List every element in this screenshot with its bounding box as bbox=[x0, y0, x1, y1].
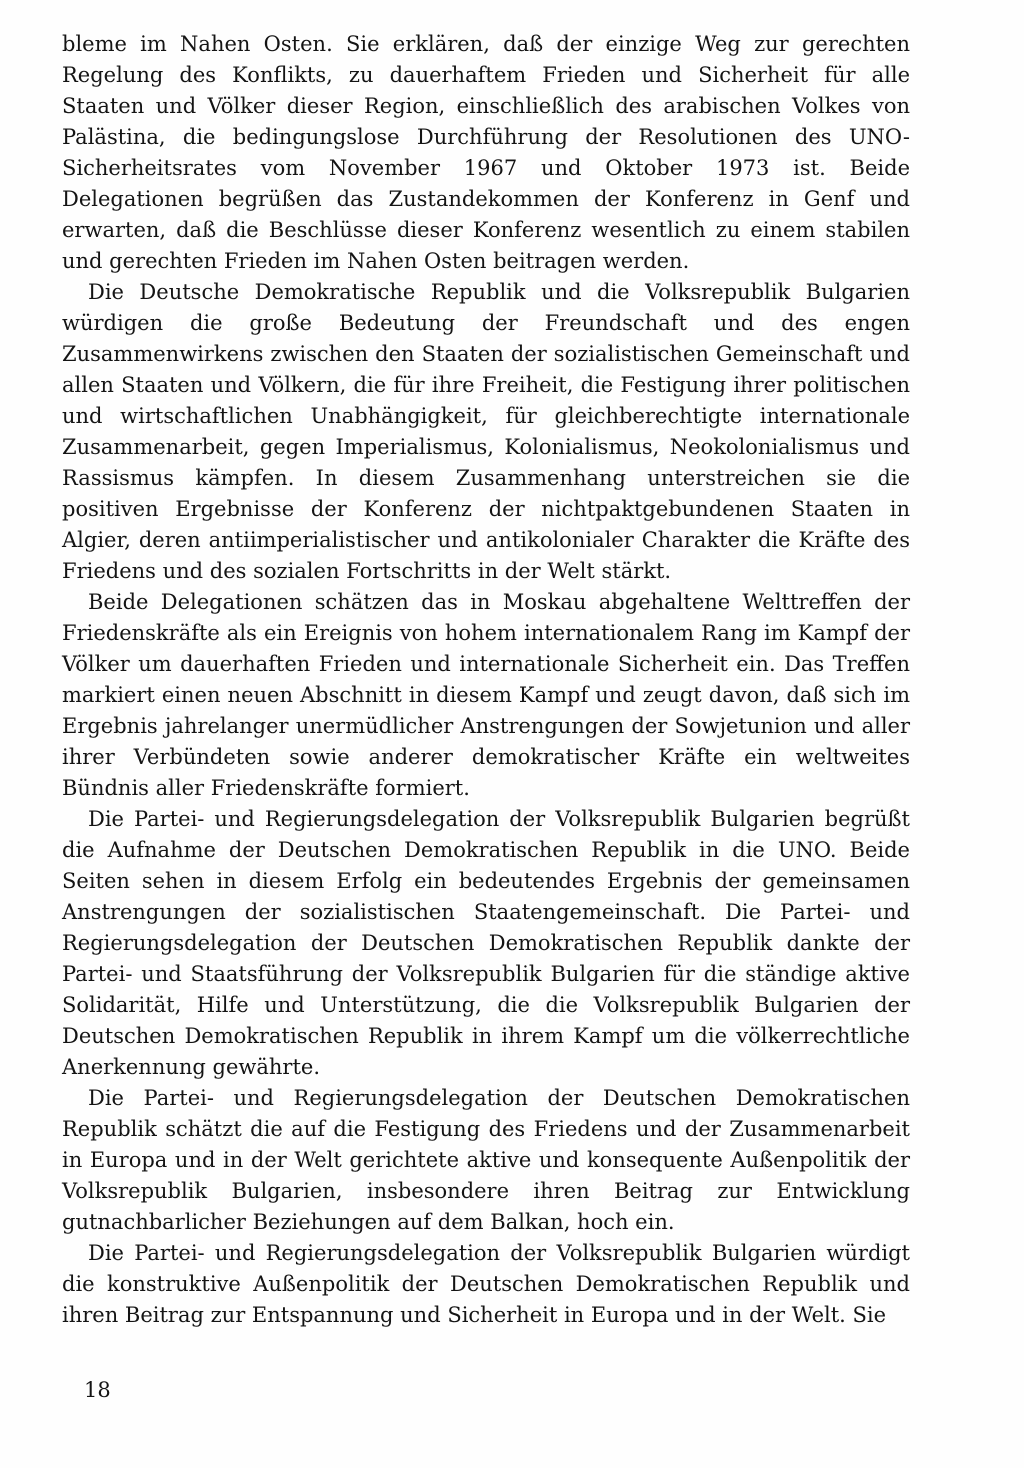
paragraph: Die Partei- und Regierungsdelegation der Volksrepublik Bulgarien begrüßt die Aufnahme der Deutschen Demokratischen Republik in die UNO. Beide Seiten sehen in diesem Erfolg ein bedeutendes Ergebnis der gemeinsamen Anstrengungen der sozialistischen Staatengemeinschaft. Die Partei- und Regierungsdelegation der Deutschen Demokratischen Republik dankte der Partei- und Staatsführung der Volksrepublik Bulgarien für die ständige aktive Solidarität, Hilfe und Unterstützung, die die Volksrepublik Bulgarien der Deutschen Demokratischen Republik in ihrem Kampf um die völkerrechtliche Anerkennung gewährte. bbox=[62, 807, 910, 1079]
page-number: 18 bbox=[84, 1378, 111, 1402]
paragraph: Die Deutsche Demokratische Republik und die Volksrepublik Bulgarien würdigen die große Bedeutung der Freundschaft und des engen Zusammenwirkens zwischen den Staaten der sozialistischen Gemeinschaft und allen Staaten und Völkern, die für ihre Freiheit, die Festigung ihrer politischen und wirtschaftlichen Unabhängigkeit, für gleichberechtigte internationale Zusammenarbeit, gegen Imperialismus, Kolonialismus, Neokolonialismus und Rassismus kämpfen. In diesem Zusammenhang unterstreichen sie die positiven Ergebnisse der Konferenz der nichtpaktgebundenen Staaten in Algier, deren antiimperialistischer und antikolonialer Charakter die Kräfte des Friedens und des sozialen Fortschritts in der Welt stärkt. bbox=[62, 280, 910, 583]
paragraph: Die Partei- und Regierungsdelegation der Deutschen Demokratischen Republik schätzt die auf die Festigung des Friedens und der Zusammenarbeit in Europa und in der Welt gerichtete aktive und konsequente Außenpolitik der Volksrepublik Bulgarien, insbesondere ihren Beitrag zur Entwicklung gutnachbarlicher Beziehungen auf dem Balkan, hoch ein. bbox=[62, 1086, 910, 1234]
body-text bbox=[62, 29, 910, 1331]
paragraph: Beide Delegationen schätzen das in Moskau abgehaltene Welttreffen der Friedenskräfte als ein Ereignis von hohem internationalem Rang im Kampf der Völker um dauerhaften Frieden und internationale Sicherheit ein. Das Treffen markiert einen neuen Abschnitt in diesem Kampf und zeugt davon, daß sich im Ergebnis jahrelanger unermüdlicher Anstrengungen der Sowjetunion und aller ihrer Verbündeten sowie anderer demokratischer Kräfte ein weltweites Bündnis aller Friedenskräfte formiert. bbox=[62, 590, 910, 800]
paragraph: Die Partei- und Regierungsdelegation der Volksrepublik Bulgarien würdigt die konstruktive Außenpolitik der Deutschen Demokratischen Republik und ihren Beitrag zur Entspannung und Sicherheit in Europa und in der Welt. Sie bbox=[62, 1241, 910, 1327]
paragraph-continued: bleme im Nahen Osten. Sie erklären, daß der einzige Weg zur gerechten Regelung des Konflikts, zu dauerhaftem Frieden und Sicherheit für alle Staaten und Völker dieser Region, einschließlich des arabischen Volkes von Palästina, die bedingungslose Durchführung der Resolutionen des UNO-Sicherheitsrates vom November 1967 und Oktober 1973 ist. Beide Delegationen begrüßen das Zustandekommen der Konferenz in Genf und erwarten, daß die Beschlüsse dieser Konferenz wesentlich zu einem stabilen und gerechten Frieden im Nahen Osten beitragen werden. bbox=[62, 32, 910, 273]
